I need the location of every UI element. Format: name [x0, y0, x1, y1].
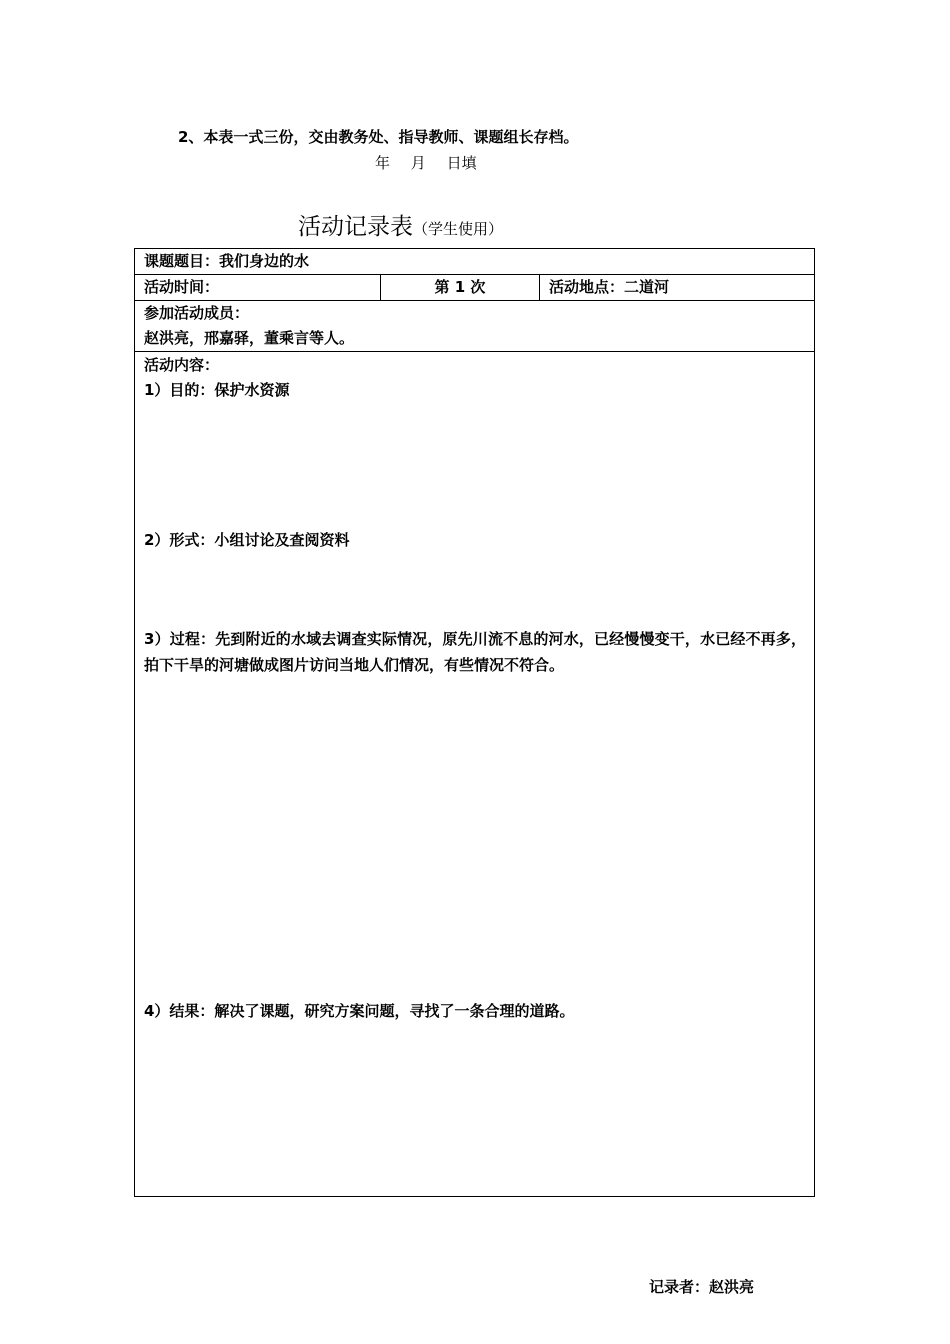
members-row: [135, 301, 814, 352]
date-month: 月: [410, 154, 426, 172]
members-cell: [135, 301, 814, 351]
form-text: 2）形式：小组讨论及查阅资料: [144, 531, 350, 549]
date-year: 年: [375, 154, 391, 172]
recorder-text: 记录者：赵洪亮: [649, 1278, 755, 1296]
topic-cell: 课题题目：我们身边的水: [144, 252, 310, 270]
members-label: 参加活动成员：: [144, 304, 250, 322]
time-row: [135, 275, 814, 301]
result-text: 4）结果：解决了课题，研究方案问题，寻找了一条合理的道路。: [144, 1002, 575, 1020]
page-title: [298, 208, 503, 241]
title-subtitle: （学生使用）: [413, 220, 504, 238]
process-text: 3）过程：先到附近的水域去调查实际情况，原先川流不息的河水，已经慢慢变干，水已经不再多，拍下干旱的河塘做成图片访问当地人们情况，有些情况不符合。: [144, 630, 806, 674]
activity-record-table: [134, 248, 815, 1296]
date-line: [375, 152, 493, 173]
topic-row: [135, 249, 814, 275]
date-day: 日填: [446, 154, 477, 172]
time-label-cell: 活动时间：: [144, 278, 220, 296]
location-cell: 活动地点：二道河: [539, 275, 814, 300]
content-label: 活动内容：: [144, 356, 220, 374]
members-names: 赵洪亮，邢嘉驿，董乘言等人。: [144, 329, 355, 347]
content-area: [135, 352, 814, 1296]
footnote-text: 2、本表一式三份，交由教务处、指导教师、课题组长存档。: [178, 128, 579, 146]
purpose-text: 1）目的：保护水资源: [144, 381, 290, 399]
title-text: 活动记录表: [298, 214, 413, 240]
session-cell: 第 1 次: [380, 275, 539, 300]
